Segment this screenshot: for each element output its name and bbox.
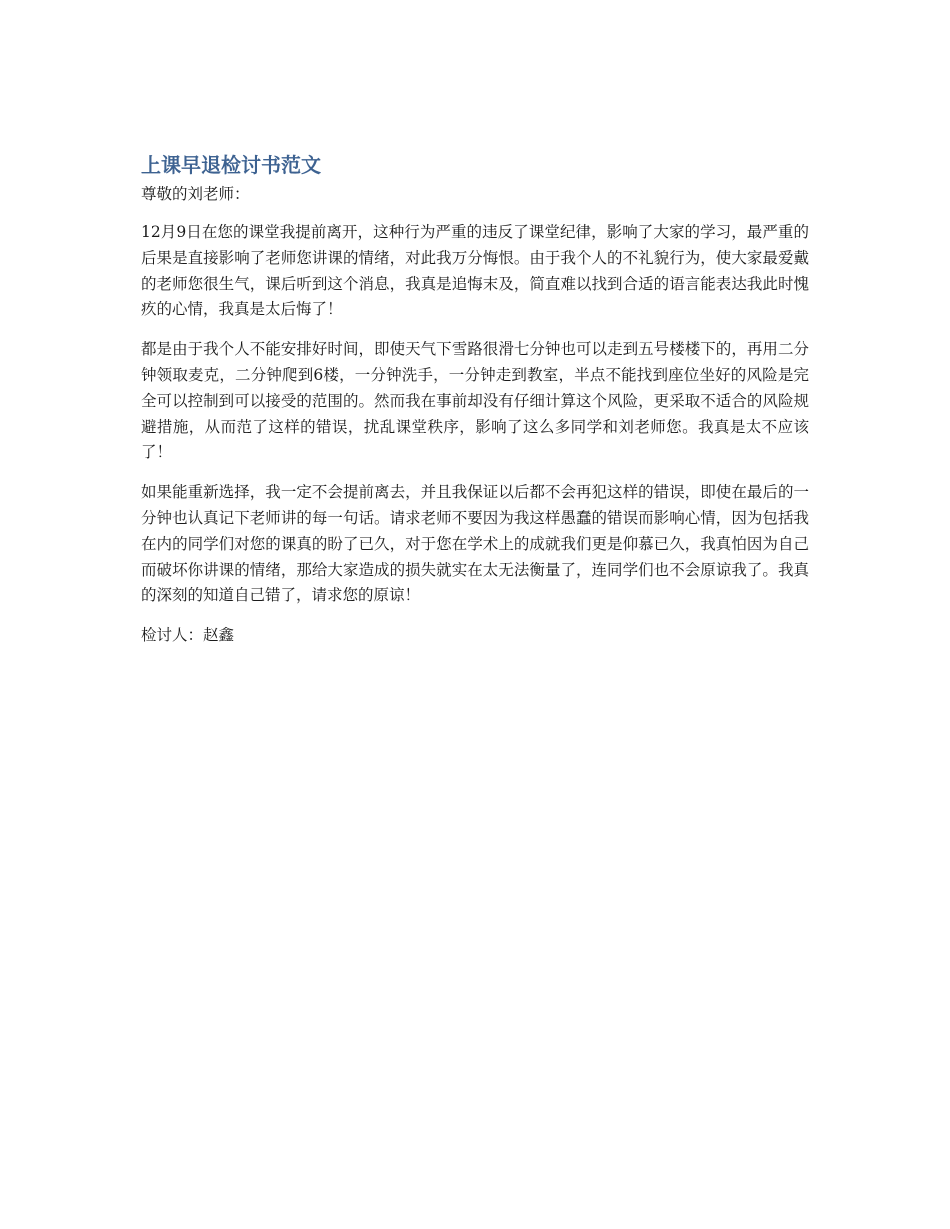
paragraph-3: 如果能重新选择，我一定不会提前离去，并且我保证以后都不会再犯这样的错误，即使在最后的一分钟也认真记下老师讲的每一句话。请求老师不要因为我这样愚蠢的错误而影响心情，因为包括我在内的同学们对您的课真的盼了已久，对于您在学术上的成就我们更是仰慕已久，我真怕因为自己而破坏你讲课的情绪，那给大家造成的损失就实在太无法衡量了，连同学们也不会原谅我了。我真的深刻的知道自己错了，请求您的原谅！: [141, 483, 809, 605]
document-body: [141, 150, 809, 647]
greeting: 尊敬的刘老师：: [141, 185, 250, 203]
paragraph-2: 都是由于我个人不能安排好时间，即使天气下雪路很滑七分钟也可以走到五号楼楼下的，再用二分钟领取麦克，二分钟爬到6楼，一分钟洗手，一分钟走到教室，半点不能找到座位坐好的风险是完全可以控制到可以接受的范围的。然而我在事前却没有仔细计算这个风险，更采取不适合的风险规避措施，从而范了这样的错误，扰乱课堂秩序，影响了这么多同学和刘老师您。我真是太不应该了！: [141, 340, 809, 462]
paragraph-1: 12月9日在您的课堂我提前离开，这种行为严重的违反了课堂纪律，影响了大家的学习，最严重的后果是直接影响了老师您讲课的情绪，对此我万分悔恨。由于我个人的不礼貌行为，使大家最爱戴的老师您很生气，课后听到这个消息，我真是追悔末及，简直难以找到合适的语言能表达我此时愧疚的心情，我真是太后悔了！: [141, 223, 809, 319]
document-title: 上课早退检讨书范文: [141, 153, 321, 177]
signature: 检讨人：赵鑫: [141, 626, 235, 645]
